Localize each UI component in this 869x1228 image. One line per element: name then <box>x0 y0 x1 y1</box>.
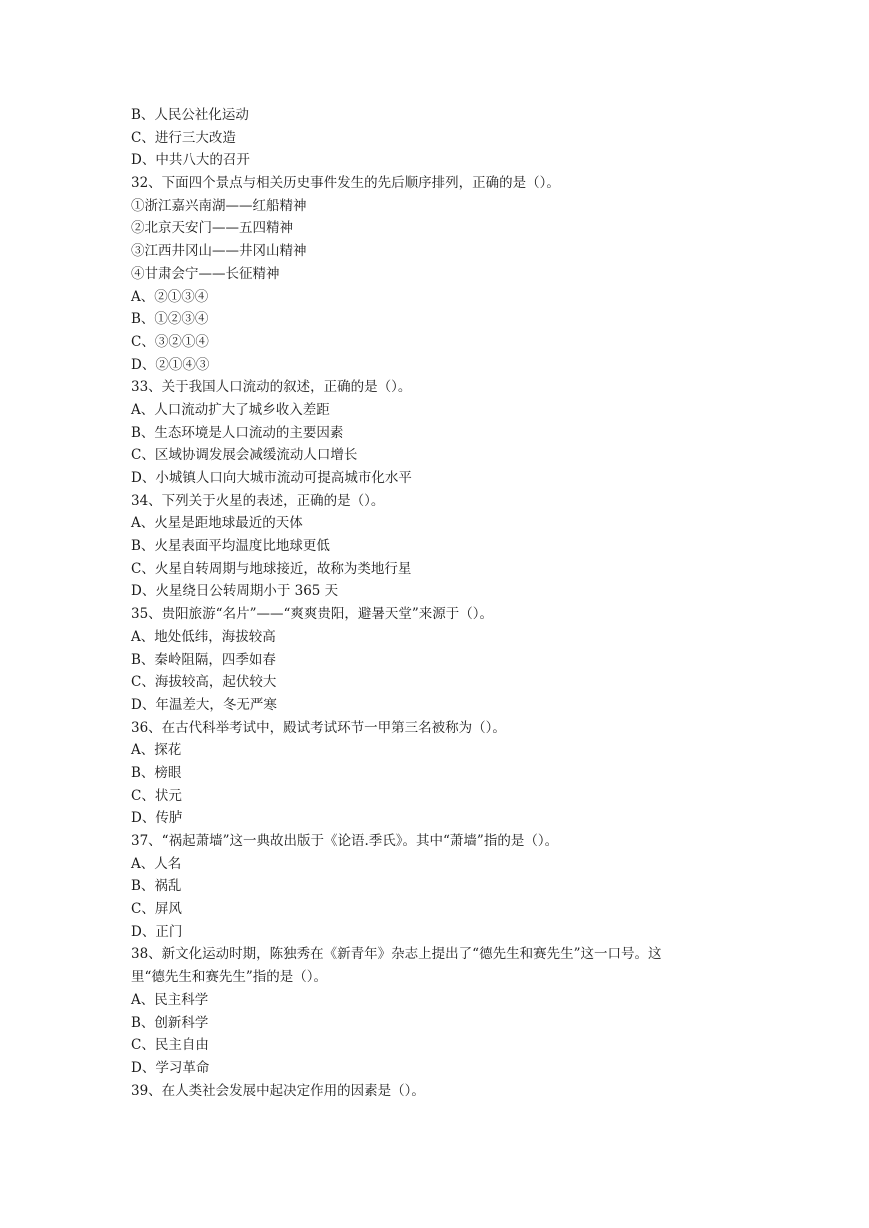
question-34: 34、下列关于火星的表述，正确的是（）。 <box>131 492 385 509</box>
document-body <box>131 104 751 1102</box>
option-line: D、小城镇人口向大城市流动可提高城市化水平 <box>131 470 412 486</box>
option-line: A、民主科学 <box>131 991 209 1008</box>
option-line: B、创新科学 <box>131 1014 209 1031</box>
option-line: B、祸乱 <box>131 878 182 895</box>
option-line: A、探花 <box>131 742 182 759</box>
option-line: B、火星表面平均温度比地球更低 <box>131 538 330 555</box>
option-line: C、海拔较高，起伏较大 <box>131 674 277 691</box>
option-line: B、人民公社化运动 <box>131 107 249 123</box>
option-line: A、②①③④ <box>131 288 209 305</box>
option-line: A、人口流动扩大了城乡收入差距 <box>131 401 330 418</box>
question-35: 35、贵阳旅游“名片”——“爽爽贵阳，避暑天堂”来源于（）。 <box>131 606 494 623</box>
question-36: 36、在古代科举考试中，殿试考试环节一甲第三名被称为（）。 <box>131 719 506 736</box>
option-line: D、正门 <box>131 923 183 940</box>
option-line: C、民主自由 <box>131 1037 209 1054</box>
option-line: C、区域协调发展会减缓流动人口增长 <box>131 447 358 464</box>
question-39: 39、在人类社会发展中起决定作用的因素是（）。 <box>131 1082 425 1099</box>
option-line: B、秦岭阻隔，四季如春 <box>131 651 276 668</box>
option-line: C、屏风 <box>131 901 182 918</box>
option-line: D、传胪 <box>131 810 183 827</box>
option-line: B、生态环境是人口流动的主要因素 <box>131 424 344 441</box>
option-line: A、地处低纬，海拔较高 <box>131 628 276 645</box>
statement-line: ②北京天安门——五四精神 <box>131 220 293 237</box>
option-line: B、①②③④ <box>131 311 209 328</box>
option-line: B、榜眼 <box>131 764 182 781</box>
option-line: C、状元 <box>131 787 182 804</box>
statement-line: ④甘肃会宁——长征精神 <box>131 265 280 282</box>
question-33: 33、关于我国人口流动的叙述，正确的是（）。 <box>131 379 412 396</box>
question-37: 37、“祸起萧墙”这一典故出版于《论语.季氏》。其中“萧墙”指的是（）。 <box>131 833 559 849</box>
option-line: D、②①④③ <box>131 356 210 373</box>
option-line: D、年温差大，冬无严寒 <box>131 696 277 713</box>
option-line: D、学习革命 <box>131 1059 210 1076</box>
question-38-continued: 里“德先生和赛先生”指的是（）。 <box>131 969 328 986</box>
option-line: C、火星自转周期与地球接近，故称为类地行星 <box>131 560 412 577</box>
option-line: D、中共八大的召开 <box>131 152 250 169</box>
question-38: 38、新文化运动时期，陈独秀在《新青年》杂志上提出了“德先生和赛先生”这一口号。这 <box>131 946 662 963</box>
option-line: A、人名 <box>131 855 182 872</box>
option-line: A、火星是距地球最近的天体 <box>131 515 303 532</box>
statement-line: ①浙江嘉兴南湖——红船精神 <box>131 197 307 214</box>
option-line: C、进行三大改造 <box>131 129 236 146</box>
option-line: C、③②①④ <box>131 333 209 350</box>
option-line: D、火星绕日公转周期小于 365 天 <box>131 583 339 600</box>
statement-line: ③江西井冈山——井冈山精神 <box>131 243 307 260</box>
question-32: 32、下面四个景点与相关历史事件发生的先后顺序排列，正确的是（）。 <box>131 175 560 192</box>
